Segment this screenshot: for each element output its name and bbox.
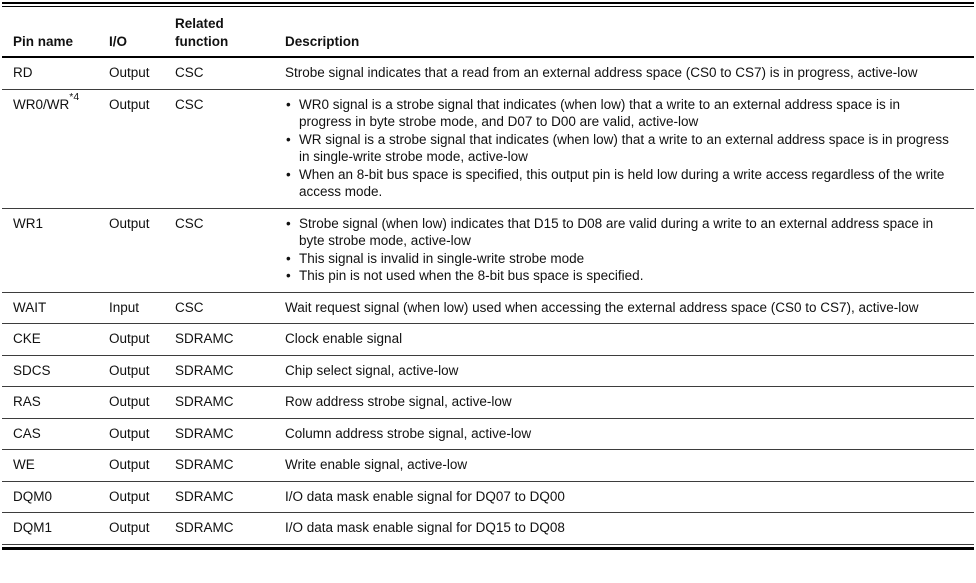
description-bullet-item: • This signal is invalid in single-write strobe mode (285, 250, 952, 268)
related-function-cell: SDRAMC (175, 355, 275, 387)
table-row (2, 208, 974, 292)
pin-name-cell (2, 57, 107, 89)
table-row (2, 387, 974, 419)
table-row (2, 513, 974, 545)
description-text: Column address strobe signal, active-low (285, 425, 532, 441)
description-bullet-item: • This pin is not used when the 8-bit bus space is specified. (285, 267, 952, 285)
description-cell (275, 513, 974, 545)
pin-name: CAS (13, 425, 41, 441)
pin-name: SDCS (13, 362, 51, 378)
description-cell (275, 292, 974, 324)
io-cell: Output (107, 418, 175, 450)
pin-name-cell (2, 387, 107, 419)
io-cell: Output (107, 57, 175, 89)
io-cell: Output (107, 450, 175, 482)
description-cell (275, 481, 974, 513)
description-text: Row address strobe signal, active-low (285, 394, 512, 409)
description-cell (275, 208, 974, 292)
pin-name-superscript: *4 (69, 90, 80, 103)
table-row (2, 418, 974, 450)
description-text: Wait request signal (when low) used when accessing the external address space (CS0 to CS7), active-low (285, 299, 919, 315)
pin-name-cell (2, 450, 107, 482)
description-cell (275, 89, 974, 208)
description-cell (275, 387, 974, 419)
table-row (2, 481, 974, 513)
table-bottom-rule (2, 545, 974, 550)
pin-name-cell (2, 418, 107, 450)
description-bullet-item: • Strobe signal (when low) indicates that D15 to D08 are valid during a write to an external address space in byte strobe mode, active-low (285, 215, 952, 250)
header-related-function (175, 7, 275, 57)
pin-name: DQM1 (13, 520, 53, 535)
pin-name-cell (2, 89, 107, 208)
description-text: Clock enable signal (285, 331, 403, 346)
pin-name-cell (2, 481, 107, 513)
pin-name-cell (2, 355, 107, 387)
related-function-cell: SDRAMC (175, 513, 275, 545)
pin-name: WAIT (13, 299, 47, 315)
io-cell: Output (107, 324, 175, 356)
table-row (2, 292, 974, 324)
io-cell: Output (107, 355, 175, 387)
related-function-cell: SDRAMC (175, 387, 275, 419)
pin-name: WR1 (13, 215, 43, 231)
pin-name-cell (2, 292, 107, 324)
related-function-cell: SDRAMC (175, 324, 275, 356)
description-text: Chip select signal, active-low (285, 362, 459, 378)
io-cell: Output (107, 208, 175, 292)
table-header (2, 7, 974, 57)
pin-name: CKE (13, 331, 41, 346)
pin-name: RD (13, 65, 33, 80)
pin-name-cell (2, 208, 107, 292)
description-text: I/O data mask enable signal for DQ07 to DQ00 (285, 488, 565, 504)
pin-name-cell (2, 513, 107, 545)
description-cell (275, 57, 974, 89)
table-row (2, 355, 974, 387)
related-function-cell: CSC (175, 292, 275, 324)
header-row (2, 7, 974, 57)
pin-description-table (2, 7, 974, 545)
table-row (2, 450, 974, 482)
related-function-cell: CSC (175, 57, 275, 89)
description-cell (275, 418, 974, 450)
header-io: I/O (107, 7, 175, 57)
io-cell: Output (107, 387, 175, 419)
description-bullet-list (285, 215, 952, 285)
related-function-cell: SDRAMC (175, 450, 275, 482)
header-related-function-label: Related function (175, 16, 229, 49)
description-bullet-item: • When an 8-bit bus space is specified, this output pin is held low during a write access regardless of the write access mode. (285, 166, 952, 201)
description-bullet-list (285, 96, 952, 201)
related-function-cell: SDRAMC (175, 418, 275, 450)
related-function-cell: CSC (175, 89, 275, 208)
related-function-cell: SDRAMC (175, 481, 275, 513)
io-cell: Output (107, 481, 175, 513)
io-cell: Output (107, 513, 175, 545)
description-bullet-item: • WR signal is a strobe signal that indicates (when low) that a write to an external address space is in progress in single-write strobe mode, active-low (285, 131, 952, 166)
io-cell: Input (107, 292, 175, 324)
pin-name: DQM0 (13, 488, 53, 504)
description-cell (275, 355, 974, 387)
header-description: Description (275, 7, 974, 57)
table-row (2, 324, 974, 356)
description-text: Strobe signal indicates that a read from an external address space (CS0 to CS7) is in progress, active-low (285, 65, 918, 80)
pin-name: WE (13, 457, 35, 472)
table-row (2, 89, 974, 208)
table-body (2, 57, 974, 544)
description-bullet-item: • WR0 signal is a strobe signal that indicates (when low) that a write to an external address space is in progress in byte strobe mode, and D07 to D00 are valid, active-low (285, 96, 952, 131)
pin-name: WR0/WR (13, 96, 70, 112)
description-cell (275, 450, 974, 482)
pin-name: RAS (13, 394, 41, 409)
pin-name-cell (2, 324, 107, 356)
io-cell: Output (107, 89, 175, 208)
description-text: Write enable signal, active-low (285, 457, 468, 472)
table-row (2, 57, 974, 89)
description-cell (275, 324, 974, 356)
related-function-cell: CSC (175, 208, 275, 292)
header-pin-name: Pin name (2, 7, 107, 57)
description-text: I/O data mask enable signal for DQ15 to DQ08 (285, 520, 565, 535)
